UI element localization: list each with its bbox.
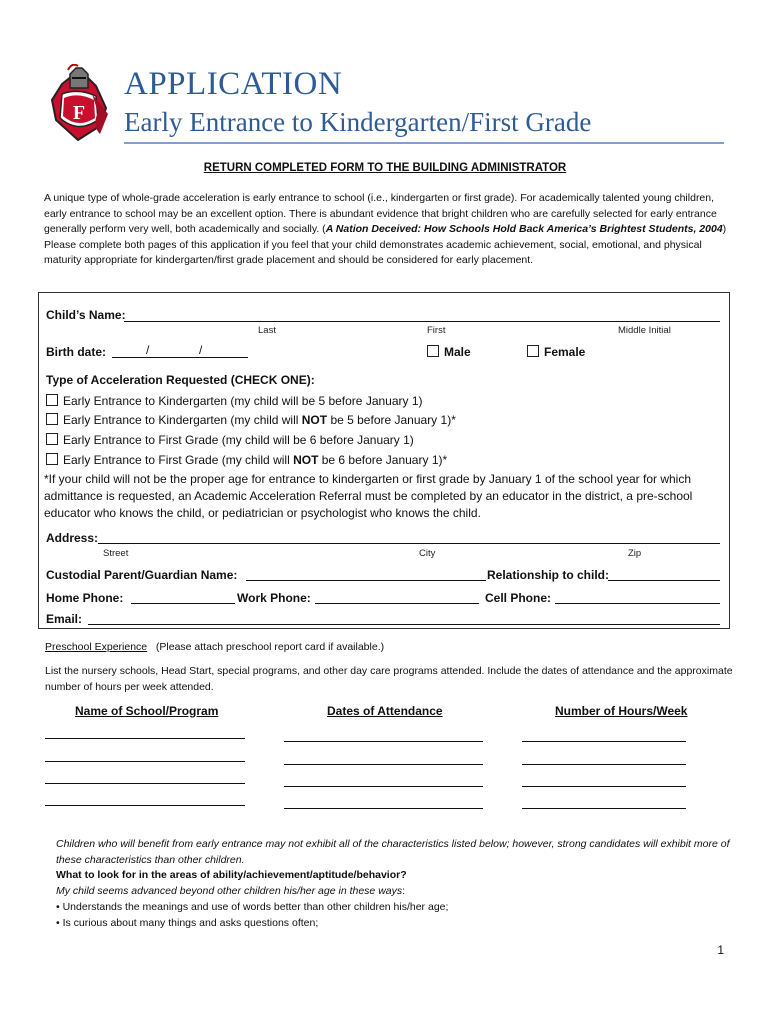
dates-entry-line[interactable] [284,741,483,742]
zip-caption: Zip [628,548,642,559]
address-field[interactable] [98,543,720,544]
acceleration-checkbox[interactable] [46,433,58,445]
child-name-label: Child’s Name: [46,308,126,322]
school-entry-line[interactable] [45,761,245,762]
birth-date-label: Birth date: [46,345,106,359]
cell-phone-label: Cell Phone: [485,591,552,605]
middle-initial-caption: Middle Initial [618,325,671,336]
acceleration-checkbox[interactable] [46,394,58,406]
birth-date-separator-1: / [146,343,150,357]
acceleration-option-text: Early Entrance to Kindergarten (my child will [63,413,302,427]
dates-entry-line[interactable] [284,764,483,765]
acceleration-option[interactable] [46,394,423,408]
hours-entry-line[interactable] [522,808,686,809]
work-phone-label: Work Phone: [237,591,311,605]
acceleration-option-text: Early Entrance to First Grade (my child will [63,453,294,467]
characteristics-lead: My child seems advanced beyond other children his/her age in these ways [56,885,403,898]
intro-paragraph-1: A unique type of whole-grade acceleration is early entrance to school (i.e., kindergarten or first grade). For academically talented young children, early entrance to school may be an excellent option. There is abundant evidence that bright children who are carefully selected for early entrance generally perform very well, both academically and socially. ( [44,192,717,235]
child-name-field[interactable] [124,321,720,322]
acceleration-option-emphasis: NOT [301,413,328,427]
page-title: APPLICATION [124,66,343,102]
intro-citation-close: ) [722,223,727,235]
relationship-field[interactable] [608,580,720,581]
svg-text:F: F [72,102,86,124]
characteristics-intro: Children who will benefit from early entrance may not exhibit all of the characteristics listed below; however, strong candidates will exhibit more of these characteristics than other children. [56,838,730,866]
first-name-caption: First [427,325,446,336]
dates-entry-line[interactable] [284,808,483,809]
hours-entry-line[interactable] [522,741,686,742]
column-header-school: Name of School/Program [75,704,219,718]
female-checkbox[interactable] [527,345,539,357]
characteristics-lead-row [56,884,736,900]
birth-date-separator-2: / [199,343,203,357]
female-option[interactable] [527,345,585,359]
return-instruction: RETURN COMPLETED FORM TO THE BUILDING ADMINISTRATOR [203,162,567,174]
column-header-dates: Dates of Attendance [327,704,443,718]
acceleration-option[interactable] [46,413,456,427]
work-phone-field[interactable] [315,603,479,604]
list-item: • Is curious about many things and asks questions often; [56,916,319,929]
intro-paragraph-2: Please complete both pages of this application if you feel that your child demonstrates academic achievement, social, emotional, and physical maturity appropriate for kindergarten/first grade placement and should be considered for early placement. [44,238,702,266]
school-entry-line[interactable] [45,783,245,784]
knight-crest-logo-icon [42,64,116,144]
acceleration-option-text-end: be 5 before January 1)* [327,413,456,427]
preschool-heading-row [45,641,384,653]
age-requirement-note: *If your child will not be the proper age for entrance to kindergarten or first grade by January 1 of the school year for which admittance is requested, an Academic Acceleration Referral must be completed by an educator in the district, a pre-school educator who knows the child, or pediatrician or psychologist who knows the child. [44,472,693,520]
acceleration-option-text: Early Entrance to Kindergarten (my child will be 5 before January 1) [63,394,423,408]
dates-entry-line[interactable] [284,786,483,787]
acceleration-option-text-end: be 6 before January 1)* [318,453,448,467]
home-phone-field[interactable] [131,603,235,604]
acceleration-type-heading: Type of Acceleration Requested (CHECK ONE): [46,373,315,387]
page-number: 1 [717,943,724,957]
hours-entry-line[interactable] [522,786,686,787]
acceleration-checkbox[interactable] [46,413,58,425]
email-label: Email: [46,612,83,626]
page-subtitle: Early Entrance to Kindergarten/First Grade [124,107,592,137]
preschool-heading: Preschool Experience [45,641,148,653]
address-label: Address: [46,531,99,545]
school-entry-line[interactable] [45,805,245,806]
intro-citation: A Nation Deceived: How Schools Hold Back America’s Brightest Students, 2004 [325,223,723,235]
street-caption: Street [103,548,129,559]
guardian-name-field[interactable] [246,580,486,581]
characteristics-question: What to look for in the areas of ability/achievement/aptitude/behavior? [56,869,407,882]
acceleration-option[interactable] [46,433,414,447]
school-entry-line[interactable] [45,738,245,739]
last-name-caption: Last [258,325,276,336]
relationship-label: Relationship to child: [487,568,609,582]
hours-entry-line[interactable] [522,764,686,765]
characteristics-lead-colon: : [402,885,406,898]
email-field[interactable] [88,624,720,625]
male-checkbox[interactable] [427,345,439,357]
cell-phone-field[interactable] [555,603,720,604]
guardian-name-label: Custodial Parent/Guardian Name: [46,568,238,582]
home-phone-label: Home Phone: [46,591,124,605]
list-item: • Understands the meanings and use of words better than other children his/her age; [56,900,449,913]
preschool-heading-note: (Please attach preschool report card if available.) [155,641,385,653]
title-divider [124,142,724,144]
preschool-instructions: List the nursery schools, Head Start, special programs, and other day care programs attended. Include the dates of attendance and the approximate number of hours per week attended. [45,665,733,693]
female-label: Female [544,345,586,359]
column-header-hours: Number of Hours/Week [555,704,688,718]
city-caption: City [419,548,436,559]
acceleration-option-emphasis: NOT [293,453,319,467]
male-label: Male [444,345,471,359]
intro-text [44,191,734,269]
birth-date-field[interactable] [112,357,248,358]
acceleration-option[interactable] [46,453,447,467]
acceleration-option-text: Early Entrance to First Grade (my child will be 6 before January 1) [63,433,414,447]
male-option[interactable] [427,345,471,359]
characteristics-section [56,837,736,931]
acceleration-checkbox[interactable] [46,453,58,465]
